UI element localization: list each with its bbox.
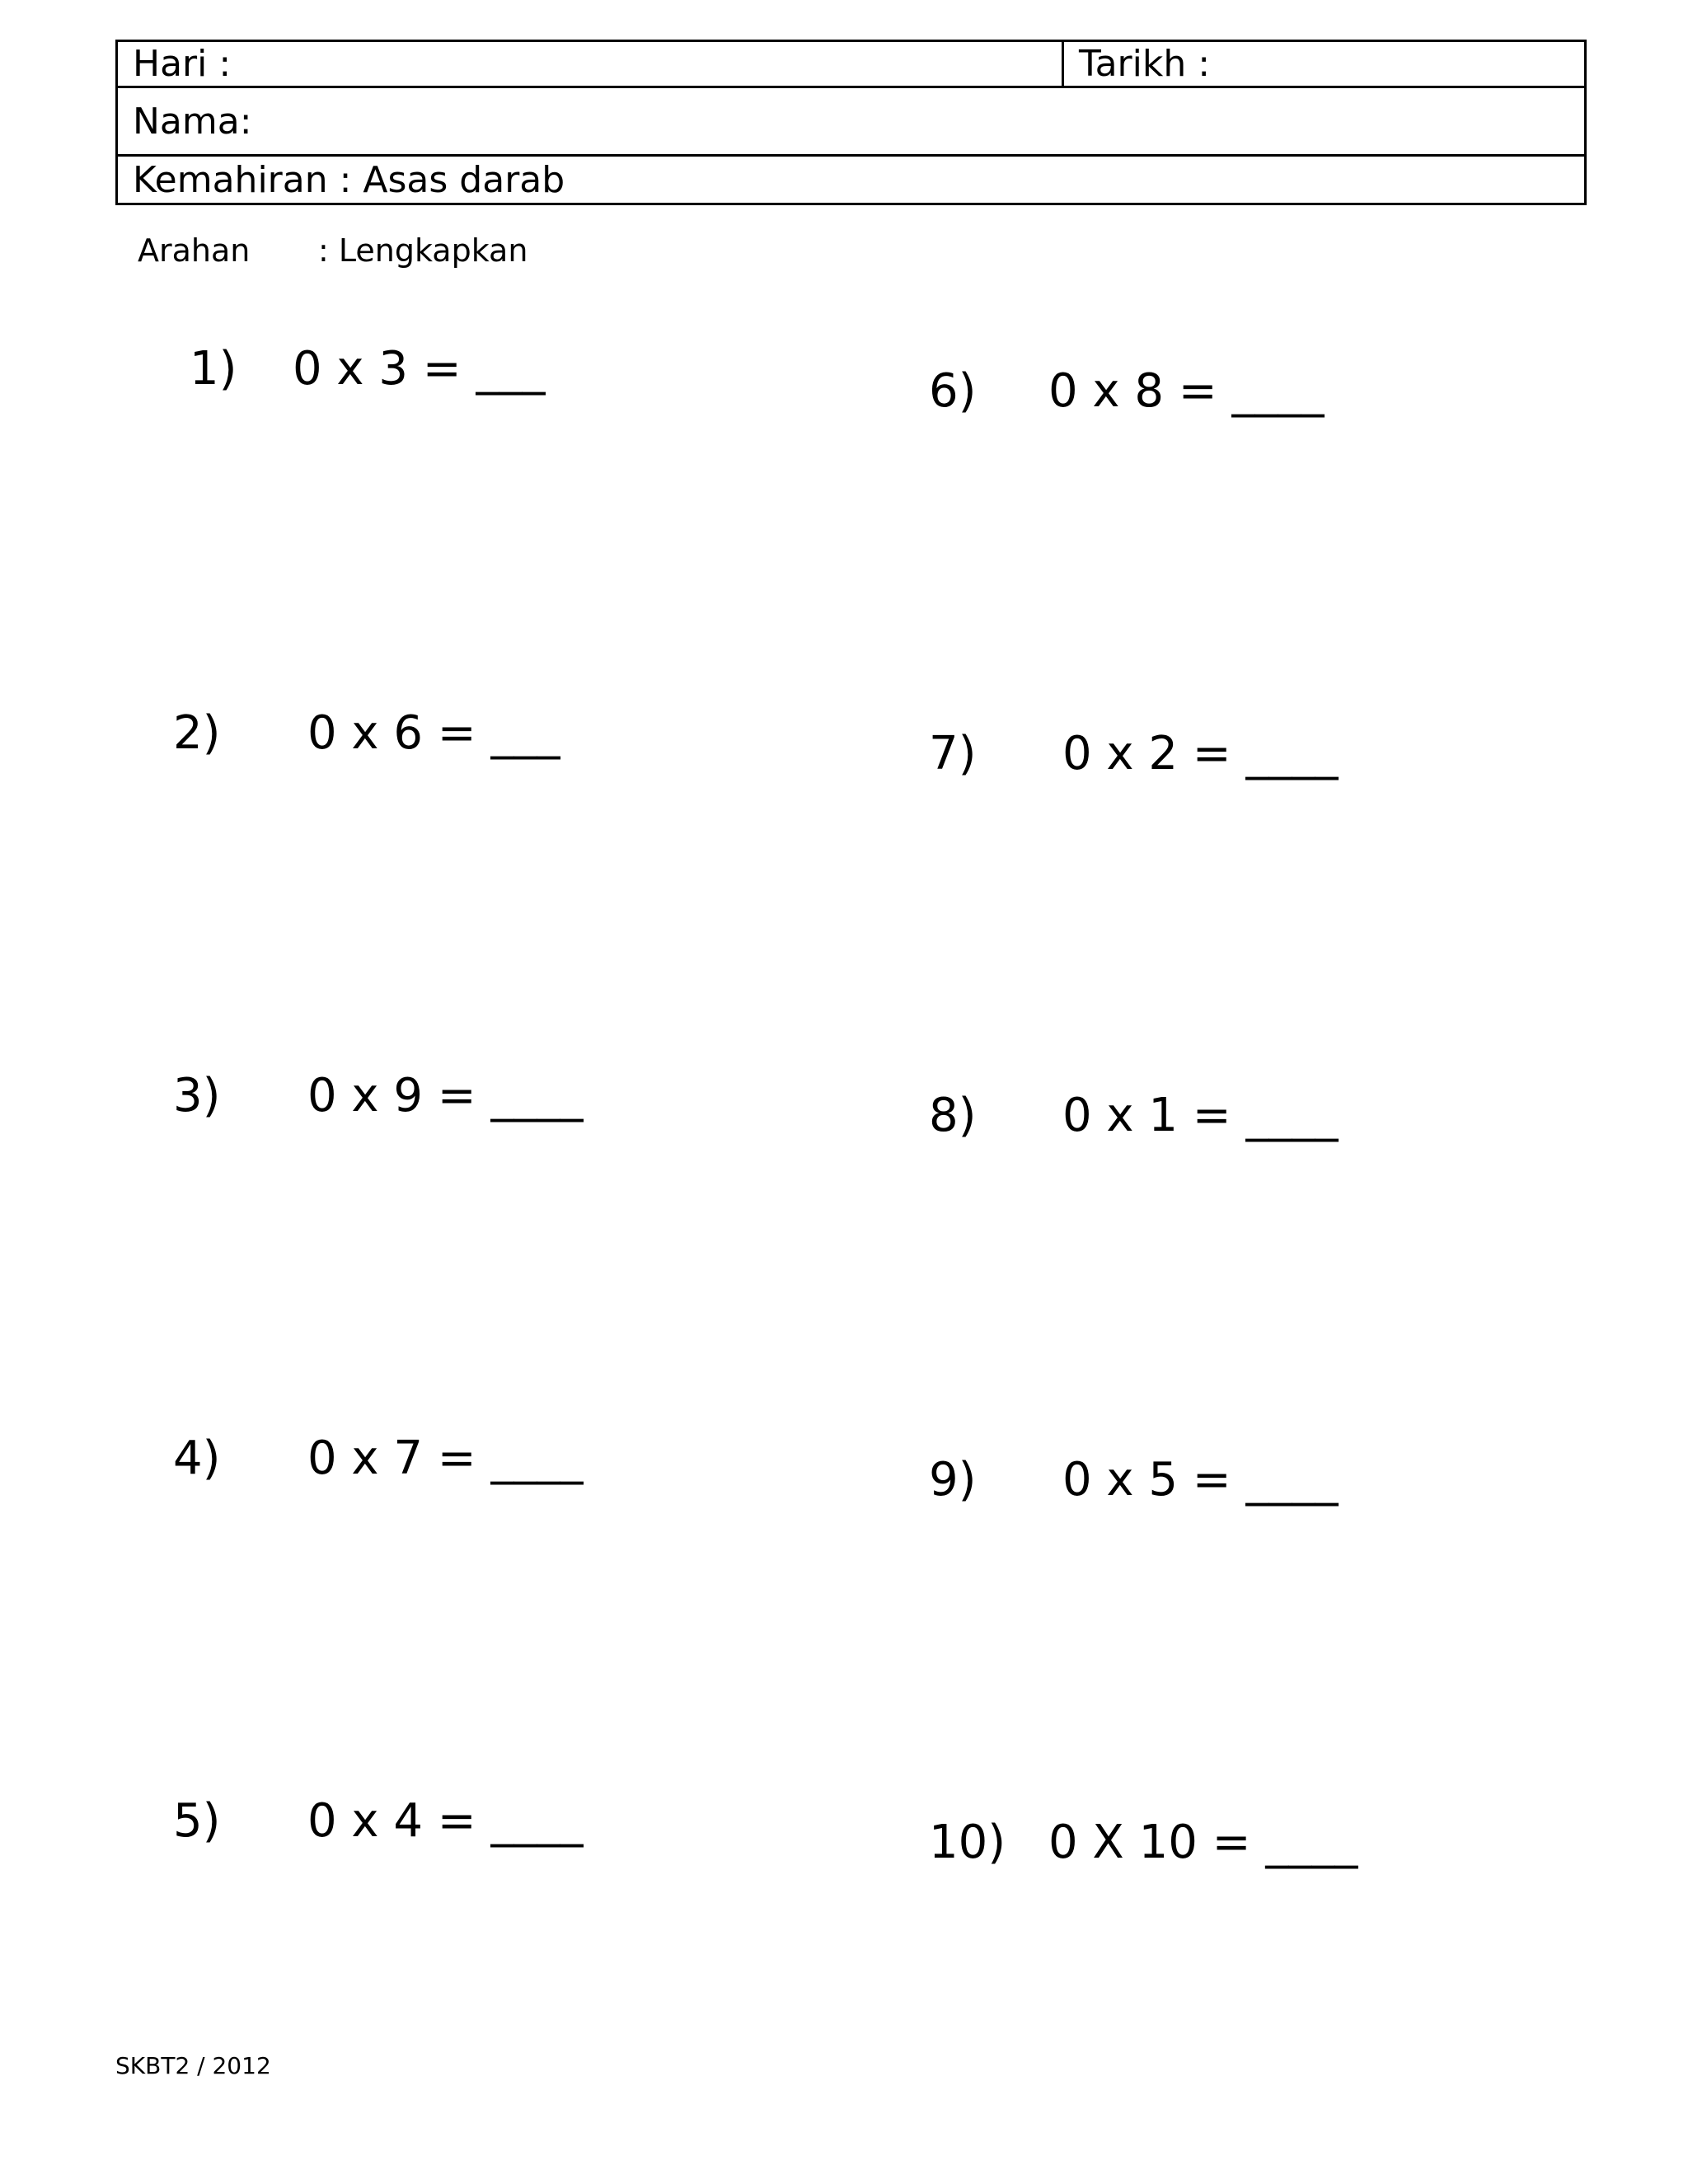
kemahiran-field: Kemahiran : Asas darab <box>117 156 1586 204</box>
problem-expression[interactable]: 0 x 3 = ___ <box>293 342 546 396</box>
problem-number: 9) <box>929 1453 977 1507</box>
problem-number: 4) <box>173 1432 221 1485</box>
footer-code: SKBT2 / 2012 <box>115 2052 271 2079</box>
problem-number: 1) <box>190 342 237 396</box>
problem-number: 7) <box>929 727 977 780</box>
problem-number: 6) <box>929 364 977 418</box>
header-table <box>115 40 1587 205</box>
problem-expression[interactable]: 0 x 1 = ____ <box>1062 1089 1339 1142</box>
problem-number: 10) <box>929 1816 1006 1869</box>
problem-number: 3) <box>173 1069 221 1122</box>
instruction-label: Arahan <box>138 232 251 269</box>
problem-expression[interactable]: 0 x 7 = ____ <box>307 1432 584 1485</box>
problem-expression[interactable]: 0 x 4 = ____ <box>307 1794 584 1848</box>
instruction-text: : Lengkapkan <box>318 232 528 269</box>
nama-field[interactable]: Nama: <box>117 87 1586 156</box>
problem-expression[interactable]: 0 X 10 = ____ <box>1048 1816 1358 1869</box>
hari-field[interactable]: Hari : <box>117 41 1063 87</box>
problem-number: 2) <box>173 706 221 760</box>
problem-number: 8) <box>929 1089 977 1142</box>
problem-expression[interactable]: 0 x 8 = ____ <box>1048 364 1325 418</box>
problem-expression[interactable]: 0 x 9 = ____ <box>307 1069 584 1122</box>
problem-expression[interactable]: 0 x 6 = ___ <box>307 706 560 760</box>
problem-expression[interactable]: 0 x 5 = ____ <box>1062 1453 1339 1507</box>
problem-number: 5) <box>173 1794 221 1848</box>
instruction <box>138 232 528 269</box>
problem-expression[interactable]: 0 x 2 = ____ <box>1062 727 1339 780</box>
tarikh-field[interactable]: Tarikh : <box>1063 41 1586 87</box>
